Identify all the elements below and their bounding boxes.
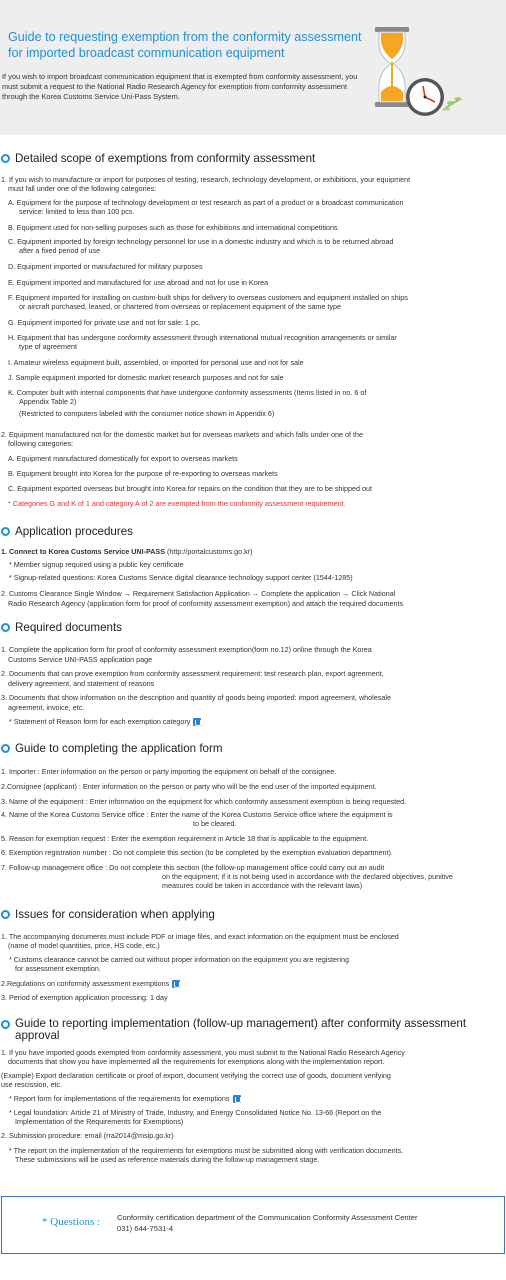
list-item	[1, 547, 253, 556]
bullet-icon	[1, 910, 10, 919]
list-item	[9, 717, 201, 726]
section-title: Guide to reporting implementation (follow-up management) after conformity assessment approval	[15, 1017, 467, 1043]
document-download-icon[interactable]	[172, 980, 180, 988]
list-item: A. Equipment for the purpose of technology development or test research as part of a product or a broadcast communication	[8, 198, 404, 207]
list-item: * Customs clearance cannot be carried out without proper information on the equipment you are registering	[9, 955, 349, 964]
page-header	[0, 0, 506, 135]
questions-contact	[117, 1213, 497, 1234]
unipass-link[interactable]: (http://portalcustoms.go.kr)	[165, 547, 253, 556]
page-title: Guide to requesting exemption from the conformity assessment for imported broadcast communication equipment	[8, 30, 362, 60]
list-item: Implementation of the Requirements for Exemptions)	[15, 1117, 184, 1126]
list-item: delivery agreement, and statement of reasons	[8, 679, 155, 688]
section-title: Detailed scope of exemptions from conformity assessment	[15, 152, 316, 165]
list-item-text: 2.Regulations on conformity assessment exemptions	[1, 979, 170, 988]
list-item: B. Equipment brought into Korea for the purpose of re-exporting to overseas markets	[8, 469, 278, 478]
list-item: D. Equipment imported or manufactured for military purposes	[8, 262, 203, 271]
list-item: on the equipment; if it is not being used in accordance with the declared objectives, punitive	[162, 872, 453, 881]
list-item: 3. Documents that show information on the description and quantity of goods being imported: import agreement, wholesale	[1, 693, 391, 702]
hourglass-clock-icon	[365, 14, 465, 124]
list-item: 2. Documents that can prove exemption from conformity assessment requirement: test research plan, export agreement,	[1, 669, 384, 678]
list-item: C. Equipment exported overseas but brought into Korea for repairs on the condition that they are to be shipped out	[8, 484, 372, 493]
list-item: B. Equipment used for non-selling purposes such as those for exhibitions and international competitions	[8, 223, 338, 232]
list-item: 1. If you wish to manufacture or import for purposes of testing, research, technology development, or exhibitions, your equipment	[1, 175, 411, 184]
bullet-icon	[1, 1020, 10, 1029]
list-item: 5. Reason for exemption request : Enter the exemption requirement in Article 18 that is applicable to the equipment.	[1, 834, 369, 843]
list-item: C. Equipment imported by foreign technology personnel for use in a domestic industry and which is to be returned abroad	[8, 237, 394, 246]
list-item: Appendix Table 2)	[19, 397, 77, 406]
list-item: agreement, invoice, etc.	[8, 703, 85, 712]
list-item: or aircraft purchased, leased, or chartered from overseas or replacement equipment of the same type	[19, 302, 342, 311]
list-item: K. Computer built with internal components that have undergone conformity assessments (Items listed in no. 6 of	[8, 388, 367, 397]
section-title: Guide to completing the application form	[15, 742, 223, 755]
list-item: 2. Equipment manufactured not for the domestic market but for overseas markets and which falls under one of the	[1, 430, 363, 439]
list-item: These submissions will be used as reference materials during the follow-up management stage.	[15, 1155, 320, 1164]
list-item: measures could be taken in accordance with the relevant laws)	[162, 881, 363, 890]
bullet-icon	[1, 154, 10, 163]
section-title: Required documents	[15, 621, 122, 634]
list-item	[9, 1094, 241, 1103]
list-item: 3. Period of exemption application processing: 1 day	[1, 993, 168, 1002]
list-item: 1. Complete the application form for proof of conformity assessment exemption(form no.12) online through the Korea	[1, 645, 372, 654]
list-item: F. Equipment imported for installing on custom-built ships for delivery to overseas customers and equipment installed on ships	[8, 293, 408, 302]
list-item: (name of model quantities, price, HS code, etc.)	[8, 941, 160, 950]
list-item: for assessment exemption.	[15, 964, 101, 973]
list-item: * Signup-related questions: Korea Customs Service digital clearance technology support center (1544-1285)	[9, 573, 353, 582]
list-item-text: * Statement of Reason form for each exemption category	[9, 717, 191, 726]
list-item: E. Equipment imported and manufactured for use abroad and not for use in Korea	[8, 278, 269, 287]
bullet-icon	[1, 623, 10, 632]
list-item: 2.Consignee (applicant) : Enter information on the person or party who will be the end user of the imported equipment.	[1, 782, 377, 791]
list-item: (Restricted to computers labeled with the consumer notice shown in Appendix 6)	[19, 409, 275, 418]
list-item: following categories:	[8, 439, 74, 448]
section-heading-documents	[1, 620, 122, 635]
list-item: 1. If you have imported goods exempted from conformity assessment, you must submit to the National Radio Research Agency	[1, 1048, 405, 1057]
list-item: 7. Follow-up management office : Do not complete this section (the follow-up management office could carry out an audit	[1, 863, 385, 872]
document-download-icon[interactable]	[193, 718, 201, 726]
list-item: must fall under one of the following categories:	[8, 184, 157, 193]
list-item: 4. Name of the Korea Customs Service office : Enter the name of the Korea Customs Service office where the equipment is	[1, 810, 393, 819]
list-item: 6. Exemption registration number : Do not complete this section (to be completed by the exemption evaluation department).	[1, 848, 393, 857]
list-item: Radio Research Agency (application form for proof of conformity assessment exemption) and attach the required documents	[8, 599, 404, 608]
list-item: 1. Importer : Enter information on the person or party importing the equipment on behalf of the consignee.	[1, 767, 337, 776]
section-heading-follow-up	[1, 1018, 471, 1042]
list-item: type of agreement	[19, 342, 77, 351]
list-item: * Member signup required using a public key certificate	[9, 560, 184, 569]
list-item: 2. Submission procedure: email (rra2014@msip.go.kr)	[1, 1131, 174, 1140]
section-title: Issues for consideration when applying	[15, 908, 215, 921]
list-item: I. Amateur wireless equipment built, assembled, or imported for personal use and not for sale	[8, 358, 304, 367]
list-item: J. Sample equipment imported for domestic market research purposes and not for sale	[8, 373, 284, 382]
list-item: service: limited to less than 100 pcs.	[19, 207, 135, 216]
list-item: after a fixed period of use	[19, 246, 101, 255]
list-item: 3. Name of the equipment : Enter information on the equipment for which conformity assessment exemption is being requested.	[1, 797, 407, 806]
list-item: (Example) Export declaration certificate or proof of export, document verifying the correct use of goods, document verifying	[1, 1071, 391, 1080]
document-download-icon[interactable]	[233, 1095, 241, 1103]
intro-text: If you wish to import broadcast communication equipment that is exempted from conformity assessment, you must submit a request to the National Radio Research Agency for exemption from conformity assessment through the Korea Customs Service Uni-Pass System.	[2, 72, 358, 101]
list-item: G. Equipment imported for private use and not for sale: 1 pc.	[8, 318, 201, 327]
section-heading-issues	[1, 907, 215, 922]
list-item: use rescission, etc.	[1, 1080, 63, 1089]
list-item: to be cleared.	[193, 819, 237, 828]
exemption-note: * Categories G and K of 1 and category A of 2 are exempted from the conformity assessment requirement.	[8, 499, 346, 508]
section-title: Application procedures	[15, 525, 133, 538]
contact-phone: 031) 644-7531-4	[117, 1223, 174, 1233]
list-item: 1. The accompanying documents must include PDF or image files, and exact information on the equipment must be enclosed	[1, 932, 399, 941]
list-item-text: * Report form for implementations of the requirements for exemptions	[9, 1094, 230, 1103]
section-heading-procedures	[1, 524, 133, 539]
list-item	[1, 979, 180, 988]
list-item-label: 1. Connect to Korea Customs Service UNI-PASS	[1, 547, 166, 556]
list-item: Customs Service UNI-PASS application page	[8, 655, 153, 664]
list-item: * The report on the implementation of the requirements for exemptions must be submitted along with verification documents.	[9, 1146, 404, 1155]
bullet-icon	[1, 527, 10, 536]
bullet-icon	[1, 744, 10, 753]
list-item: 2. Customs Clearance Single Window → Requirement Satisfaction Application → Complete the application → Click National	[1, 589, 396, 598]
section-heading-scope	[1, 151, 315, 166]
list-item: H. Equipment that has undergone conformity assessment through international mutual recognition arrangements or similar	[8, 333, 397, 342]
contact-department: Conformity certification department of the Communication Conformity Assessment Center	[117, 1213, 418, 1222]
questions-box	[1, 1196, 505, 1254]
list-item: documents that show you have implemented all the requirements for exemptions along with the implementation report.	[8, 1057, 385, 1066]
list-item: A. Equipment manufactured domestically for export to overseas markets	[8, 454, 238, 463]
questions-label: * Questions :	[42, 1216, 101, 1228]
list-item: * Legal foundation: Article 21 of Ministry of Trade, Industry, and Energy Consolidated Notice No. 13-66 (Report on the	[9, 1108, 382, 1117]
section-heading-form-guide	[1, 741, 223, 756]
